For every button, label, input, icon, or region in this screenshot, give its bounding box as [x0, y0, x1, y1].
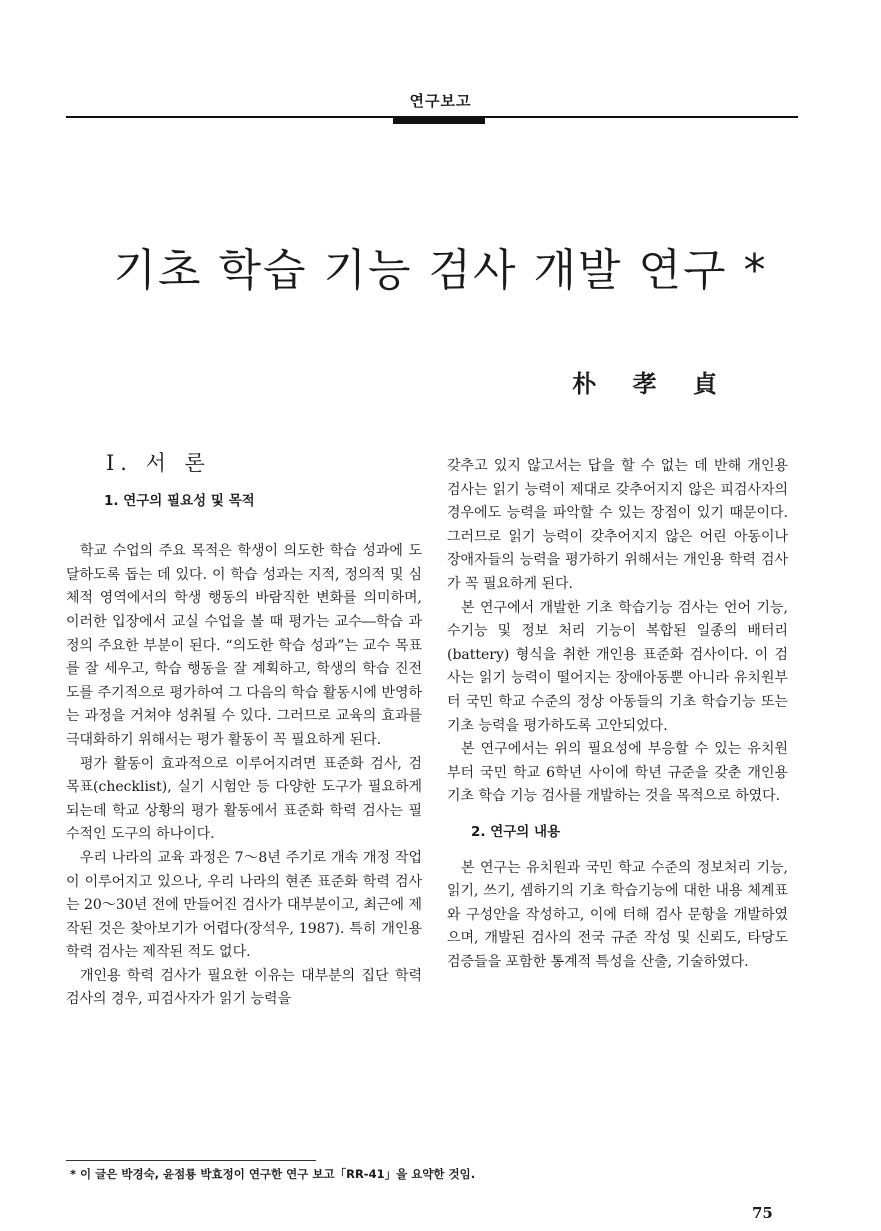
article-title: 기초 학습 기능 검사 개발 연구 * [113, 245, 768, 297]
subheading-content: 2. 연구의 내용 [471, 823, 561, 840]
footnote: * 이 글은 박경숙, 윤점룡 박효정이 연구한 연구 보고「RR-41」을 요약한 것임. [70, 1167, 476, 1181]
footnote-rule [66, 1160, 316, 1161]
left-column [66, 452, 422, 1012]
header-rule-tab [393, 116, 485, 124]
paragraph: 갖추고 있지 않고서는 답을 할 수 없는 데 반해 개인용 검사는 읽기 능력이 제대로 갖추어지지 않은 피검사자의 경우에도 능력을 파악할 수 있는 장점이 있기 때문이다. 그러므로 읽기 능력이 갖추어지지 않은 어린 아동이나 장애자들의 능력을 평가하기 위해서는 개인용 학력 검사가 꼭 필요하게 된다. [447, 458, 788, 592]
paragraph: 본 연구에서는 위의 필요성에 부응할 수 있는 유치원부터 국민 학교 6학년 사이에 학년 규준을 갖춘 개인용 기초 학습 기능 검사를 개발하는 것을 목적으로 하였다. [447, 741, 788, 805]
section-label: 연구보고 [409, 92, 472, 110]
chapter-heading: Ⅰ. 서 론 [106, 451, 211, 475]
paragraph: 개인용 학력 검사가 필요한 이유는 대부분의 집단 학력 검사의 경우, 피검사자가 읽기 능력을 [66, 967, 422, 1008]
right-column [447, 455, 788, 974]
author-name: 朴 孝 貞 [572, 369, 731, 398]
paragraph: 본 연구는 유치원과 국민 학교 수준의 정보처리 기능, 읽기, 쓰기, 셈하기의 기초 학습기능에 대한 내용 체계표와 구성안을 작성하고, 이에 터해 검사 문항을 개발하였으며, 개발된 검사의 전국 규준 작성 및 신뢰도, 타당도 검증들을 포함한 통계적 특성을 산출, 기술하였다. [447, 859, 788, 970]
page-number: 75 [752, 1204, 773, 1222]
subheading-purpose: 1. 연구의 필요성 및 목적 [104, 492, 255, 509]
paragraph: 우리 나라의 교육 과정은 7～8년 주기로 개속 개정 작업이 이루어지고 있으나, 우리 나라의 현존 표준화 학력 검사는 20～30년 전에 만들어진 검사가 대부분이고, 최근에 제작된 것은 찾아보기가 어렵다(장석우, 1987). 특히 개인용 학력 검사는 제작된 적도 없다. [66, 849, 422, 961]
paragraph: 학교 수업의 주요 목적은 학생이 의도한 학습 성과에 도달하도록 돕는 데 있다. 이 학습 성과는 지적, 정의적 및 심체적 영역에서의 학생 행동의 바람직한 변화를 의미하며, 이러한 입장에서 교실 수업을 볼 때 평가는 교수―학습 과정의 주요한 부분이 된다. “의도한 학습 성과”는 교수 목표를 잘 세우고, 학습 행동을 잘 계획하고, 학생의 학습 진전도를 주기적으로 평가하여 그 다음의 학습 활동시에 반영하는 과정을 거쳐야 성취될 수 있다. 그러므로 교육의 효과를 극대화하기 위해서는 평가 활동이 꼭 필요하게 된다. [66, 543, 422, 748]
paragraph: 본 연구에서 개발한 기초 학습기능 검사는 언어 기능, 수기능 및 정보 처리 기능이 복합된 일종의 배터리(battery) 형식을 취한 개인용 표준화 검사이다. 이 검사는 읽기 능력이 떨어지는 장애아동뿐 아니라 유치원부터 국민 학교 수준의 정상 아동들의 기초 학습기능 또는 기초 능력을 평가하도록 고안되었다. [447, 599, 788, 734]
paragraph: 평가 활동이 효과적으로 이루어지려면 표준화 검사, 검목표(checklist), 실기 시험안 등 다양한 도구가 필요하게 되는데 학교 상황의 평가 활동에서 표준화 학력 검사는 필수적인 도구의 하나이다. [66, 755, 422, 843]
